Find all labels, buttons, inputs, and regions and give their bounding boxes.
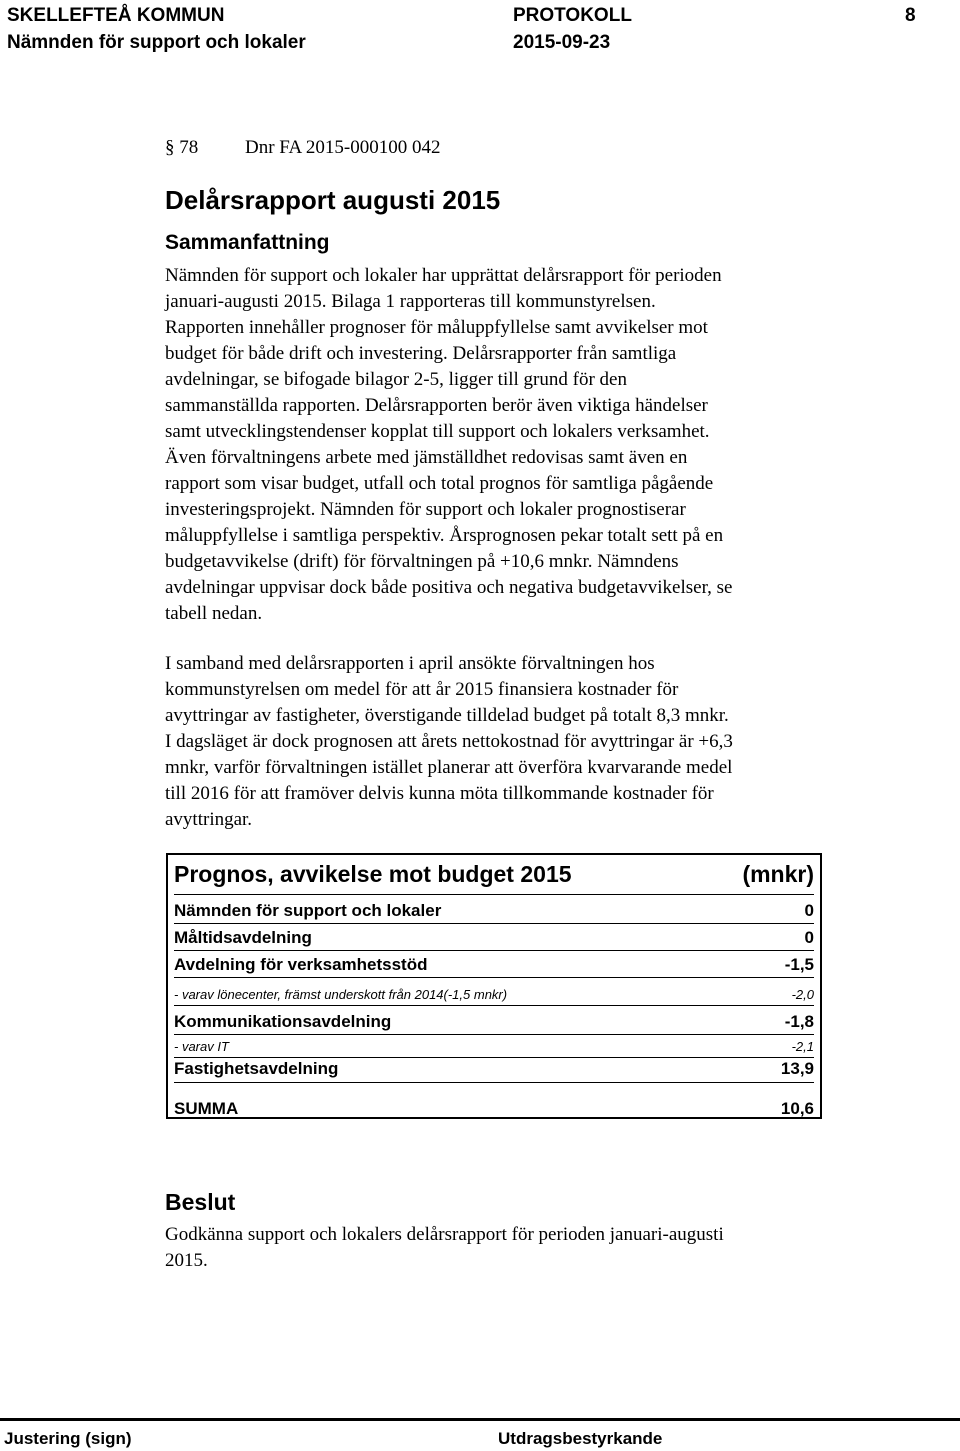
case-reference: Dnr FA 2015-000100 042: [245, 137, 441, 158]
table-divider: [174, 923, 814, 924]
table-row: [174, 927, 814, 949]
footer-certification-label: Utdragsbestyrkande: [498, 1429, 663, 1448]
row-label: SUMMA: [174, 1099, 239, 1118]
text-line: sammanställda rapporten. Delårsrapporten berör även viktiga händelser: [165, 395, 708, 416]
row-value: -1,8: [784, 1012, 814, 1031]
row-label: - varav IT: [174, 1039, 229, 1054]
text-line: I dagsläget är dock prognosen att årets nettokostnad för avyttringar är +6,3: [165, 731, 733, 752]
case-reference-line: [165, 135, 440, 161]
meeting-date: 2015-09-23: [513, 32, 611, 53]
text-line: till 2016 för att framöver delvis kunna möta tillkommande kostnader för: [165, 783, 714, 804]
text-line: avdelningar uppvisar dock både positiva och negativa budgetavvikelser, se: [165, 577, 733, 598]
footer-divider: [0, 1418, 960, 1421]
text-line: rapport som visar budget, utfall och total prognos för samtliga pågående: [165, 473, 714, 494]
text-line: investeringsprojekt. Nämnden för support och lokaler prognostiserar: [165, 499, 686, 520]
text-line: tabell nedan.: [165, 603, 263, 624]
decision-paragraph: [165, 1222, 865, 1274]
table-divider: [174, 1005, 814, 1006]
footer-signature-label: Justering (sign): [4, 1429, 132, 1448]
row-value: 10,6: [780, 1099, 814, 1118]
section-number: § 78: [165, 137, 199, 158]
row-label: Måltidsavdelning: [174, 928, 312, 947]
text-line: Godkänna support och lokalers delårsrapport för perioden januari-augusti: [165, 1224, 724, 1245]
table-row: [174, 1011, 814, 1033]
text-line: budgetavvikelse (drift) för förvaltningen på +10,6 mnkr. Nämndens: [165, 551, 679, 572]
row-value: 0: [804, 928, 814, 947]
document-type: PROTOKOLL: [513, 5, 632, 26]
table-subrow: [174, 1038, 814, 1055]
text-line: måluppfyllelse i samtliga perspektiv. Årsprognosen pekar totalt sett på en: [165, 525, 724, 546]
row-label: Fastighetsavdelning: [174, 1059, 339, 1078]
row-label: Avdelning för verksamhetsstöd: [174, 955, 428, 974]
organization-name: SKELLEFTEÅ KOMMUN: [7, 5, 225, 26]
row-value: 0: [804, 901, 814, 920]
page-number: 8: [905, 5, 916, 26]
table-title-row: [174, 859, 814, 889]
text-line: mnkr, varför förvaltningen istället planerar att överföra kvarvarande medel: [165, 757, 733, 778]
table-row: [174, 1058, 814, 1080]
document-title: Delårsrapport augusti 2015: [165, 185, 501, 215]
table-subrow: [174, 986, 814, 1003]
row-label: - varav lönecenter, främst underskott från 2014(-1,5 mnkr): [174, 987, 508, 1002]
text-line: kommunstyrelsen om medel för att år 2015 finansiera kostnader för: [165, 679, 679, 700]
text-line: budget för både drift och investering. Delårsrapporter från samtliga: [165, 343, 677, 364]
row-value: -1,5: [784, 955, 814, 974]
text-line: avdelningar, se bifogade bilagor 2-5, ligger till grund för den: [165, 369, 627, 390]
committee-name: Nämnden för support och lokaler: [7, 32, 306, 53]
text-line: Nämnden för support och lokaler har upprättat delårsrapport för perioden: [165, 265, 722, 286]
table-row: [174, 954, 814, 976]
table-total-row: [174, 1098, 814, 1120]
table-divider: [174, 894, 814, 895]
table-divider: [174, 1034, 814, 1035]
text-line: Rapporten innehåller prognoser för måluppfyllelse samt avvikelser mot: [165, 317, 708, 338]
text-line: I samband med delårsrapporten i april ansökte förvaltningen hos: [165, 653, 655, 674]
table-divider: [174, 950, 814, 951]
text-line: samt utvecklingstendenser kopplat till support och lokalers verksamhet.: [165, 421, 710, 442]
table-row: [174, 900, 814, 922]
table-divider: [174, 977, 814, 978]
summary-paragraph: [165, 263, 865, 627]
text-line: avyttringar.: [165, 809, 253, 830]
decision-heading: Beslut: [165, 1189, 236, 1215]
text-line: Även förvaltningens arbete med jämställdhet redovisas samt även en: [165, 447, 688, 468]
table-title: Prognos, avvikelse mot budget 2015: [174, 861, 572, 887]
row-label: Kommunikationsavdelning: [174, 1012, 392, 1031]
row-label: Nämnden för support och lokaler: [174, 901, 442, 920]
row-value: -2,1: [791, 1039, 814, 1054]
text-line: 2015.: [165, 1250, 208, 1271]
table-unit: (mnkr): [742, 861, 814, 887]
text-line: januari-augusti 2015. Bilaga 1 rapporteras till kommunstyrelsen.: [165, 291, 656, 312]
row-value: -2,0: [791, 987, 814, 1002]
row-value: 13,9: [780, 1059, 814, 1078]
table-divider: [174, 1082, 814, 1083]
text-line: avyttringar av fastigheter, överstigande tilldelad budget på totalt 8,3 mnkr.: [165, 705, 729, 726]
budget-deviation-table: [166, 853, 822, 1119]
summary-heading: Sammanfattning: [165, 231, 330, 254]
sale-costs-paragraph: [165, 651, 865, 833]
